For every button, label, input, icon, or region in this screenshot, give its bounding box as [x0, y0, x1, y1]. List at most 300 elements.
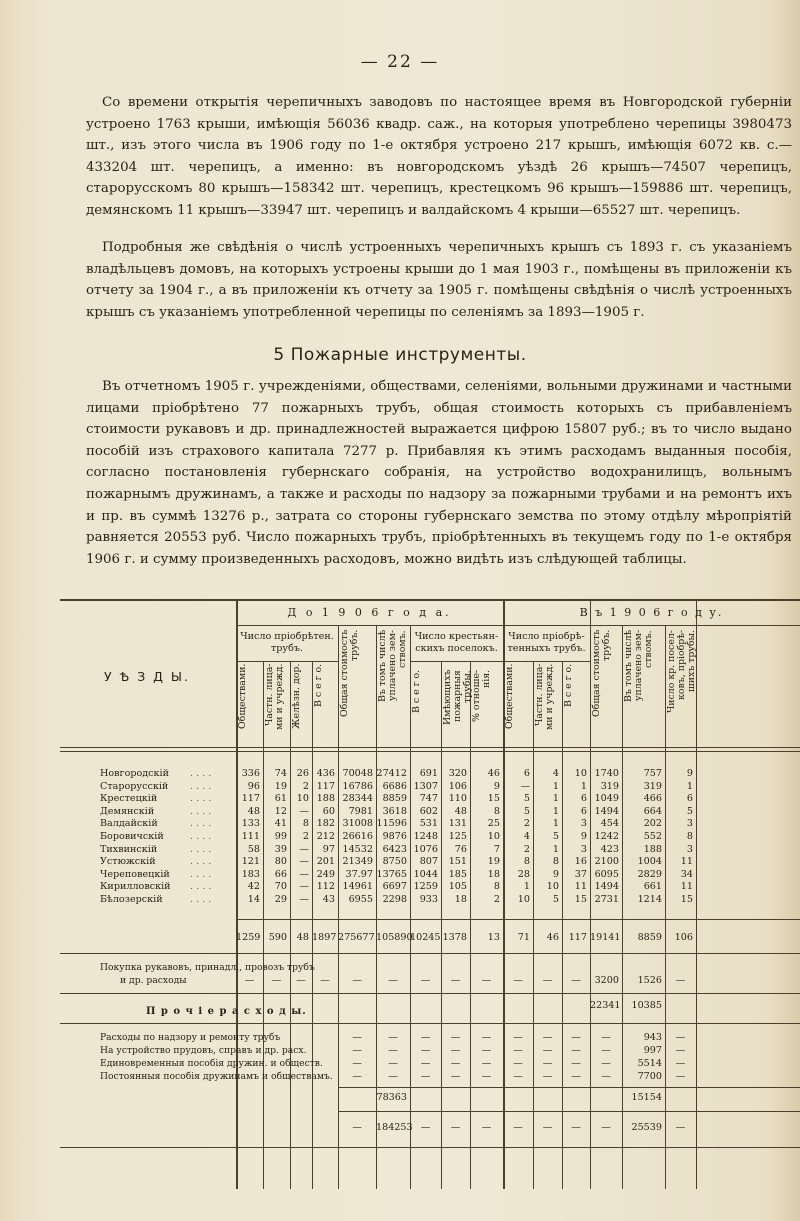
dash-cell: —: [450, 1122, 461, 1133]
table-cell: 7: [493, 843, 500, 855]
header-group-rule: [236, 625, 800, 626]
column-rule: [290, 661, 291, 1189]
dash-cell: —: [420, 1032, 431, 1043]
row-dots: . . . .: [190, 856, 212, 868]
table-cell: 602: [419, 805, 438, 817]
table-cell: 8859: [382, 793, 407, 805]
row-dots: . . . .: [190, 768, 212, 779]
table-cell: 19: [274, 780, 287, 792]
grand-total-paid-1906: 25539: [631, 1122, 662, 1133]
other-row-label: Постоянныя пособія дружинамъ и обществамъ.: [100, 1071, 333, 1082]
dash-cell: —: [450, 1058, 461, 1069]
dash-cell: —: [420, 1122, 431, 1133]
table-cell: 9: [686, 768, 693, 779]
table-cell: 28: [517, 868, 530, 880]
table-cell: 1: [552, 780, 559, 792]
other-bottom-rule: [60, 1023, 800, 1024]
table-cell: 37: [574, 868, 587, 880]
dash-cell: —: [388, 1058, 398, 1069]
row-dots: . . . .: [190, 818, 212, 830]
dash-cell: —: [601, 1032, 611, 1043]
header-col-chast2: Частн. лица- ми и учрежд.: [534, 664, 555, 731]
dash-cell: —: [388, 1071, 398, 1082]
table-cell: 3: [686, 818, 693, 830]
table-cell: 76: [454, 843, 467, 855]
section-title: 5 Пожарные инструменты.: [273, 345, 527, 365]
table-cell: 2298: [382, 894, 407, 905]
header-col-having: Имѣющихъ пожарныя трубы.: [442, 670, 473, 726]
table-cell: 80: [274, 856, 287, 868]
table-cell: 2: [493, 894, 500, 905]
paragraph-tiles: Со времени открытія черепичныхъ заводовъ по настоящее время въ Новгородской губерніи устроено 1763 крыши, имѣющія 56036 квадр. саж., на которыя употреблено черепицы 3980473 шт., изъ этого числа въ 1906 году по 1-е октября устроено 217 крышъ, имѣющія 6072 кв. с.—433204 шт. черепицъ, а именно: въ новгородскомъ уѣздѣ 26 крышъ—74507 черепицъ, старорусскомъ 80 крышъ—158342 шт. черепицъ, крестецкомъ 96 крышъ—159886 шт. черепицъ, демянскомъ 11 крышъ—33947 шт. черепицъ и валдайскомъ 4 крыши—65527 шт. черепицъ.: [86, 95, 792, 218]
total-cell: 106: [674, 932, 693, 943]
table-cell: 1: [552, 793, 559, 805]
table-cell: 111: [241, 831, 260, 842]
table-cell: 12: [274, 805, 287, 817]
table-cell: 61: [274, 793, 287, 805]
other-expenses-title: П р о ч і е р а с х о д ы.: [146, 1006, 307, 1017]
table-cell: 106: [448, 780, 467, 792]
row-dots: . . . .: [190, 881, 212, 893]
table-cell: 11: [680, 881, 693, 893]
table-cell: 7981: [348, 805, 373, 817]
purchase-label-1: Покупка рукавовъ, принадл., провозъ трубъ: [100, 962, 315, 973]
dash-cell: —: [352, 1122, 362, 1133]
table-cell: 112: [316, 881, 335, 893]
dash-cell: —: [675, 1122, 686, 1133]
header-uezdy: У Ѣ З Д Ы.: [104, 669, 190, 684]
grand-rule: [338, 1111, 800, 1112]
table-cell: 249: [316, 868, 335, 880]
header-sub-rule-1: [236, 661, 338, 662]
header-in-1906: В ъ 1 9 0 6 г о д у.: [579, 606, 724, 619]
table-cell: 212: [316, 831, 335, 842]
dash-cell: —: [571, 1032, 581, 1043]
table-cell: 454: [600, 818, 619, 830]
table-cell: 1494: [594, 881, 619, 893]
header-col-zhel: Желѣзн. дор.: [291, 664, 302, 730]
header-col-vsego3: В с е г о.: [563, 664, 574, 708]
paragraph-fire-instruments: Въ отчетномъ 1905 г. учрежденіями, обществами, селеніями, вольными дружинами и частными лицами пріобрѣтено 77 пожарныхъ трубъ, общая стоимость которыхъ съ прибавленіемъ стоимости рукавовъ и др. принадлежностей выражается цифрою 15807 руб.; въ то число выдано пособій изъ страхового капитала 7277 р. Прибавляя къ этимъ расходамъ выданныя пособія, согласно постановленія губернскаго собранія, на устройство водохранилищъ, вольнымъ пожарнымъ дружинамъ, а также и расходы по надзору за пожарными трубами и на ремонтъ ихъ и пр. въ суммѣ 13276 р., затрата со стороны губернскаго земства по этому отдѣлу мѣропріятій равняется 20553 руб. Число пожарныхъ трубъ, пріобрѣтенныхъ въ текущемъ году по 1-е октября 1906 г. и сумму произведенныхъ расходовъ, можно видѣть изъ слѣдующей таблицы.: [86, 379, 792, 567]
table-cell: 6: [580, 793, 587, 805]
dash-cell: —: [320, 975, 330, 986]
dash-cell: —: [571, 1045, 581, 1056]
dash-cell: —: [675, 1032, 686, 1043]
dash-cell: —: [675, 975, 686, 986]
table-cell: 185: [448, 868, 467, 880]
row-uezd-name: Боровичскій: [100, 831, 164, 842]
table-cell: 6955: [348, 894, 373, 905]
table-cell: 1: [523, 881, 530, 893]
header-col-paid2: Въ томъ числѣ уплачено зем- ствомъ.: [623, 630, 654, 703]
dash-cell: —: [513, 1071, 523, 1082]
table-cell: 26616: [342, 831, 373, 842]
other-row-label: На устройство прудовъ, справъ и др. расх.: [100, 1045, 307, 1056]
header-col-vsego: В с е г о.: [313, 664, 324, 708]
table-cell: 2829: [637, 868, 662, 880]
dash-cell: —: [601, 1122, 611, 1133]
table-cell: 46: [487, 768, 500, 779]
table-cell: 97: [322, 843, 335, 855]
table-cell: 1248: [413, 831, 438, 842]
table-cell: 5: [523, 793, 530, 805]
table-cell: 48: [247, 805, 260, 817]
row-uezd-name: Устюжскій: [100, 856, 156, 868]
table-cell: 2731: [594, 894, 619, 905]
purchase-paid: 1526: [637, 975, 662, 986]
table-cell: 423: [600, 843, 619, 855]
table-cell: 18: [454, 894, 467, 905]
dash-cell: —: [420, 1071, 431, 1082]
table-cell: 110: [448, 793, 467, 805]
table-cell: —: [299, 805, 309, 817]
table-cell: 1: [580, 780, 587, 792]
row-dots: . . . .: [190, 780, 212, 792]
fire-pipes-table: [60, 599, 800, 1189]
header-col-chast: Частн. лица- ми и учрежд.: [264, 664, 285, 731]
dash-cell: —: [450, 1032, 461, 1043]
table-cell: 3: [686, 843, 693, 855]
row-dots: . . . .: [190, 894, 212, 905]
table-cell: 15: [487, 793, 500, 805]
header-pipes-acquired-1906: Число пріобрѣ-тенныхъ трубъ.: [507, 631, 586, 654]
row-uezd-name: Бѣлозерскій: [100, 894, 163, 905]
table-cell: 11596: [376, 818, 407, 830]
table-cell: 15: [574, 894, 587, 905]
total-cell: 10245: [410, 932, 441, 943]
other-row-label: Единовременныя пособія дружин. и обществ.: [100, 1058, 323, 1069]
header-sub-rule-2: [410, 661, 503, 662]
table-cell: 6: [686, 793, 693, 805]
row-uezd-name: Череповецкій: [100, 868, 170, 880]
table-cell: 1: [686, 780, 693, 792]
table-cell: 43: [322, 894, 335, 905]
row-dots: . . . .: [190, 805, 212, 817]
table-cell: 436: [316, 768, 335, 779]
dash-cell: —: [601, 1058, 611, 1069]
table-cell: 105: [448, 881, 467, 893]
column-rule: [312, 661, 313, 1189]
table-cell: 6423: [382, 843, 407, 855]
table-cell: 336: [241, 768, 260, 779]
table-cell: 5: [523, 805, 530, 817]
table-cell: 2: [523, 818, 530, 830]
table-cell: 1: [552, 818, 559, 830]
total-cell: 105890: [376, 932, 413, 943]
row-uezd-name: Тихвинскій: [100, 843, 158, 855]
other-paid-sum: 10385: [631, 1000, 662, 1011]
dash-cell: —: [352, 1058, 362, 1069]
other-row-paid: 997: [643, 1045, 662, 1056]
column-rule: [263, 661, 264, 1189]
other-row-label: Расходы по надзору и ремонту трубъ: [100, 1032, 281, 1043]
table-cell: 6: [580, 805, 587, 817]
other-top-rule: [60, 993, 800, 994]
table-cell: 11: [574, 881, 587, 893]
column-rule: [376, 625, 377, 1189]
column-rule: [533, 661, 534, 1189]
table-cell: 9: [580, 831, 587, 842]
total-cell: 8859: [637, 932, 662, 943]
table-cell: 1740: [594, 768, 619, 779]
table-cell: 1242: [594, 831, 619, 842]
total-cell: 13: [487, 932, 500, 943]
total-cell: 46: [546, 932, 559, 943]
table-bottom-rule: [60, 1147, 800, 1148]
dash-cell: —: [513, 1032, 523, 1043]
table-cell: 1307: [413, 780, 438, 792]
table-cell: 933: [419, 894, 438, 905]
subtotal-rule: [338, 1087, 800, 1088]
dash-cell: —: [571, 975, 581, 986]
row-uezd-name: Валдайскій: [100, 818, 158, 830]
dash-cell: —: [542, 1058, 553, 1069]
table-cell: —: [299, 868, 309, 880]
row-dots: . . . .: [190, 843, 212, 855]
table-cell: 2: [302, 780, 309, 792]
table-cell: 691: [419, 768, 438, 779]
table-cell: 3618: [382, 805, 407, 817]
table-cell: 8: [493, 805, 500, 817]
header-before-1906: Д о 1 9 0 6 г о д а.: [287, 606, 452, 619]
dash-cell: —: [481, 975, 492, 986]
subtotal-paid-1906: 15154: [631, 1092, 662, 1103]
row-uezd-name: Демянскій: [100, 805, 155, 817]
table-cell: 16786: [342, 780, 373, 792]
table-cell: 99: [274, 831, 287, 842]
paragraph-details: Подробныя же свѣдѣнія о числѣ устроенныхъ черепичныхъ крышъ съ 1893 г. съ указаніемъ владѣльцевъ домовъ, на которыхъ устроены крыши до 1 мая 1903 г., помѣщены въ приложеніи къ отчету за 1904 г., а въ приложеніи къ отчету за 1905 г. помѣщены свѣдѣнія о числѣ устроенныхъ крышъ съ указаніемъ употребленной черепицы по селеніямъ за 1893—1905 г.: [86, 240, 792, 320]
table-header-subrule: [60, 751, 800, 752]
dash-cell: —: [388, 975, 398, 986]
table-cell: 1259: [413, 881, 438, 893]
dash-cell: —: [352, 1045, 362, 1056]
dash-cell: —: [420, 975, 431, 986]
table-cell: 1494: [594, 805, 619, 817]
table-cell: 8: [523, 856, 530, 868]
table-cell: 664: [643, 805, 662, 817]
dash-cell: —: [481, 1071, 492, 1082]
grand-total-paid: 184253: [376, 1122, 413, 1133]
table-cell: 747: [419, 793, 438, 805]
table-cell: 6: [523, 768, 530, 779]
table-cell: 13765: [376, 868, 407, 880]
other-row-paid: 943: [643, 1032, 662, 1043]
table-cell: 5: [552, 831, 559, 842]
header-col-obshch: Обществами.: [237, 664, 248, 730]
column-rule: [562, 661, 563, 1189]
table-cell: 466: [643, 793, 662, 805]
table-cell: 5: [686, 805, 693, 817]
table-cell: —: [299, 856, 309, 868]
header-col-vsego2: В с е г о.: [411, 670, 422, 714]
table-cell: —: [299, 843, 309, 855]
table-cell: 182: [316, 818, 335, 830]
table-cell: 74: [274, 768, 287, 779]
table-cell: 807: [419, 856, 438, 868]
dash-cell: —: [450, 1045, 461, 1056]
dash-cell: —: [388, 1032, 398, 1043]
dash-cell: —: [675, 1045, 686, 1056]
table-cell: 14961: [342, 881, 373, 893]
table-cell: 34: [680, 868, 693, 880]
dash-cell: —: [601, 1071, 611, 1082]
dash-cell: —: [542, 1032, 553, 1043]
table-cell: —: [299, 881, 309, 893]
table-cell: 4: [523, 831, 530, 842]
dash-cell: —: [244, 975, 255, 986]
header-col-cost: Общая стоимость трубъ.: [339, 630, 360, 718]
table-cell: 2: [523, 843, 530, 855]
table-cell: 3: [580, 818, 587, 830]
table-cell: 48: [454, 805, 467, 817]
row-uezd-name: Крестецкій: [100, 793, 158, 805]
total-cell: 117: [568, 932, 587, 943]
dash-cell: —: [542, 1071, 553, 1082]
table-cell: 1076: [413, 843, 438, 855]
table-cell: 60: [322, 805, 335, 817]
table-cell: 66: [274, 868, 287, 880]
table-cell: 1: [552, 805, 559, 817]
table-cell: 188: [316, 793, 335, 805]
column-rule: [441, 661, 442, 1189]
table-cell: 117: [316, 780, 335, 792]
row-uezd-name: Старорусскій: [100, 780, 169, 792]
table-cell: 1044: [413, 868, 438, 880]
total-cell: 19141: [590, 932, 621, 943]
table-cell: 39: [274, 843, 287, 855]
table-cell: 14532: [342, 843, 373, 855]
table-cell: 2100: [594, 856, 619, 868]
table-cell: 15: [680, 894, 693, 905]
table-cell: —: [520, 780, 530, 792]
header-col-obshch2: Обществами.: [504, 664, 515, 730]
table-cell: 133: [241, 818, 260, 830]
table-cell: 8750: [382, 856, 407, 868]
table-cell: 27412: [376, 768, 407, 779]
dash-cell: —: [513, 1058, 523, 1069]
table-cell: 6686: [382, 780, 407, 792]
page-number: — 22 —: [360, 52, 440, 72]
dash-cell: —: [450, 975, 461, 986]
table-cell: 10: [296, 793, 309, 805]
header-sub-rule-3: [503, 661, 590, 662]
table-cell: 8: [686, 831, 693, 842]
table-cell: 188: [643, 843, 662, 855]
dash-cell: —: [675, 1071, 686, 1082]
total-rule: [236, 919, 800, 920]
dash-cell: —: [420, 1045, 431, 1056]
table-cell: 96: [247, 780, 260, 792]
row-uezd-name: Новгородскій: [100, 768, 170, 779]
table-cell: 3: [580, 843, 587, 855]
table-cell: 531: [419, 818, 438, 830]
purchase-cost: 3200: [594, 975, 619, 986]
table-cell: 19: [487, 856, 500, 868]
table-cell: 9: [552, 868, 559, 880]
dash-cell: —: [675, 1058, 686, 1069]
dash-cell: —: [513, 1122, 523, 1133]
header-villages: Число крестьян-скихъ поселокъ.: [414, 631, 499, 654]
table-cell: 26: [296, 768, 309, 779]
dash-cell: —: [571, 1071, 581, 1082]
dash-cell: —: [542, 1045, 553, 1056]
dash-cell: —: [352, 975, 362, 986]
total-cell: 1378: [442, 932, 467, 943]
dash-cell: —: [352, 1032, 362, 1043]
dash-cell: —: [481, 1032, 492, 1043]
dash-cell: —: [420, 1058, 431, 1069]
table-cell: 202: [643, 818, 662, 830]
table-cell: —: [299, 894, 309, 905]
column-rule: [622, 625, 623, 1189]
table-cell: 16: [574, 856, 587, 868]
row-uezd-name: Кирилловскій: [100, 881, 171, 893]
other-row-paid: 7700: [637, 1071, 662, 1082]
table-cell: 125: [448, 831, 467, 842]
dash-cell: —: [296, 975, 306, 986]
table-cell: 131: [448, 818, 467, 830]
table-cell: 10: [517, 894, 530, 905]
dash-cell: —: [271, 975, 282, 986]
other-cost-sum: 22341: [590, 1000, 621, 1011]
table-cell: 28344: [342, 793, 373, 805]
dash-cell: —: [542, 1122, 553, 1133]
table-cell: 42: [247, 881, 260, 893]
header-col-sel: Число кр. посел- ковъ, пріобрѣ- шихъ трубы.: [666, 630, 697, 713]
table-cell: 9: [493, 780, 500, 792]
purchase-label-2: и др. расходы: [120, 975, 187, 986]
table-cell: 1049: [594, 793, 619, 805]
dash-cell: —: [352, 1071, 362, 1082]
dash-cell: —: [388, 1045, 398, 1056]
table-cell: 661: [643, 881, 662, 893]
table-cell: 757: [643, 768, 662, 779]
table-cell: 58: [247, 843, 260, 855]
dash-cell: —: [571, 1058, 581, 1069]
table-cell: 8: [493, 881, 500, 893]
table-cell: 151: [448, 856, 467, 868]
table-top-rule: [60, 599, 800, 601]
table-cell: 320: [448, 768, 467, 779]
table-cell: 10: [546, 881, 559, 893]
table-cell: 201: [316, 856, 335, 868]
table-cell: 8: [302, 818, 309, 830]
table-cell: 1004: [637, 856, 662, 868]
table-cell: 25: [487, 818, 500, 830]
total-cell: 1259: [236, 932, 261, 943]
table-cell: 37.97: [345, 868, 373, 880]
total-cell: 1897: [312, 932, 337, 943]
dash-cell: —: [450, 1071, 461, 1082]
header-col-cost2: Общая стоимость трубъ.: [591, 630, 612, 718]
table-cell: 319: [643, 780, 662, 792]
total-bottom-rule: [60, 953, 800, 954]
total-cell: 590: [268, 932, 287, 943]
total-cell: 71: [517, 932, 530, 943]
header-col-pct: % отноше- нія.: [471, 670, 492, 723]
row-dots: . . . .: [190, 831, 212, 842]
row-dots: . . . .: [190, 793, 212, 805]
dash-cell: —: [481, 1122, 492, 1133]
table-cell: 4: [552, 768, 559, 779]
table-cell: 9876: [382, 831, 407, 842]
table-cell: 5: [552, 894, 559, 905]
table-cell: 70: [274, 881, 287, 893]
table-cell: 6697: [382, 881, 407, 893]
header-col-paid: Въ томъ числѣ уплачено зем- ствомъ.: [377, 630, 408, 703]
table-cell: 31008: [342, 818, 373, 830]
dash-cell: —: [542, 975, 553, 986]
